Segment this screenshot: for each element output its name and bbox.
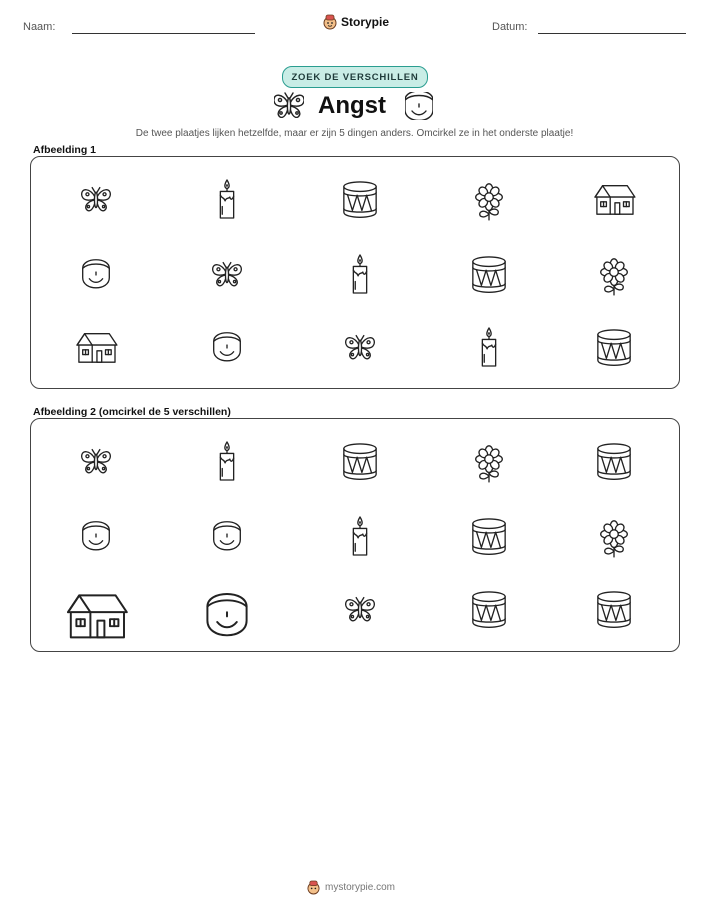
picture2-panel [30,418,680,652]
picture1-label: Afbeelding 1 [33,144,97,156]
candle-icon [335,249,385,299]
instructions: De twee plaatjes lijken hetzelfde, maar er zijn 5 dingen anders. Omcirkel ze in het onderste plaatje! [135,128,574,139]
picture2-cell-r1-c4[interactable] [464,436,514,486]
picture2-cell-r3-c1[interactable] [61,580,131,650]
butterfly-icon [71,436,121,486]
drum-icon [589,436,639,486]
picture1-cell-r1-c4[interactable] [464,174,514,224]
face-icon [192,580,262,650]
picture2-cell-r3-c3[interactable] [335,584,385,634]
picture1-cell-r1-c1[interactable] [71,174,121,224]
name-label: Naam: [23,21,56,33]
picture1-cell-r1-c3[interactable] [335,174,385,224]
name-field[interactable] [72,33,255,34]
picture1-cell-r1-c2[interactable] [202,174,252,224]
face-icon [71,249,121,299]
picture2-cell-r3-c5[interactable] [589,584,639,634]
picture2-cell-r2-c3[interactable] [335,511,385,561]
picture2-cell-r1-c1[interactable] [71,436,121,486]
drum-icon [335,174,385,224]
house-icon [589,174,639,224]
butterfly-icon [335,584,385,634]
picture1-cell-r2-c1[interactable] [71,249,121,299]
footer-url: mystorypie.com [325,882,396,893]
footer-pie-mascot-icon [307,880,320,895]
picture1-cell-r1-c5[interactable] [589,174,639,224]
flower-icon [464,174,514,224]
date-field[interactable] [538,33,686,34]
date-label: Datum: [492,21,528,33]
picture2-cell-r1-c2[interactable] [202,436,252,486]
flower-icon [464,436,514,486]
picture1-cell-r3-c1[interactable] [71,322,121,372]
drum-icon [464,249,514,299]
house-icon [61,580,131,650]
butterfly-icon [202,249,252,299]
picture2-cell-r2-c2[interactable] [202,511,252,561]
picture2-cell-r2-c1[interactable] [71,511,121,561]
drum-icon [589,322,639,372]
activity-badge: ZOEK DE VERSCHILLEN [282,66,428,88]
house-icon [71,322,121,372]
brand-logo [323,14,389,30]
picture1-cell-r2-c3[interactable] [335,249,385,299]
drum-icon [335,436,385,486]
title-butterfly-icon [274,92,304,123]
picture1-panel [30,156,680,389]
picture1-cell-r3-c4[interactable] [464,322,514,372]
butterfly-icon [335,322,385,372]
face-icon [202,511,252,561]
face-icon [202,322,252,372]
flower-icon [589,511,639,561]
pie-mascot-icon [323,14,337,30]
candle-icon [202,174,252,224]
picture2-cell-r1-c3[interactable] [335,436,385,486]
picture1-cell-r3-c3[interactable] [335,322,385,372]
flower-icon [589,249,639,299]
page-title: Angst [318,92,386,119]
picture2-cell-r1-c5[interactable] [589,436,639,486]
picture1-cell-r3-c2[interactable] [202,322,252,372]
candle-icon [335,511,385,561]
drum-icon [464,511,514,561]
picture2-cell-r3-c2[interactable] [192,580,262,650]
picture1-cell-r3-c5[interactable] [589,322,639,372]
title-face-icon [405,92,433,125]
face-icon [71,511,121,561]
picture1-cell-r2-c5[interactable] [589,249,639,299]
picture2-cell-r3-c4[interactable] [464,584,514,634]
picture2-label: Afbeelding 2 (omcirkel de 5 verschillen) [33,406,231,418]
drum-icon [589,584,639,634]
butterfly-icon [71,174,121,224]
candle-icon [464,322,514,372]
brand-name: Storypie [341,15,390,29]
picture2-cell-r2-c5[interactable] [589,511,639,561]
picture2-cell-r2-c4[interactable] [464,511,514,561]
picture1-cell-r2-c4[interactable] [464,249,514,299]
footer [307,880,395,895]
candle-icon [202,436,252,486]
picture1-cell-r2-c2[interactable] [202,249,252,299]
drum-icon [464,584,514,634]
